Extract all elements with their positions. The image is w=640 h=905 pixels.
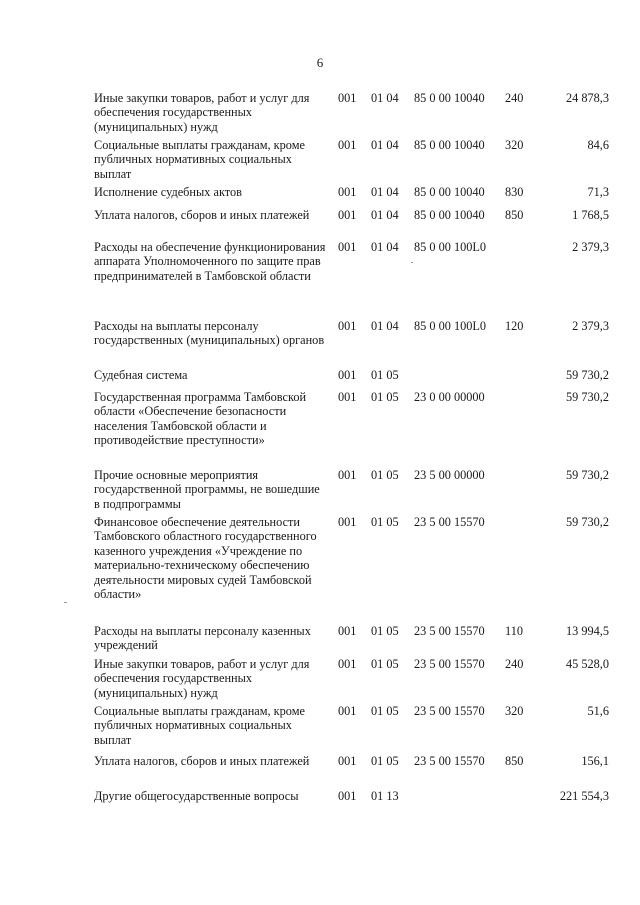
row-name: Финансовое обеспечение деятельности Тамбовского областного государственного казенного учреждения «Учреждение по материально-техническому обеспечению деятельности мировых судей Тамбовской области» bbox=[94, 515, 317, 602]
row-rz-pr: 01 05 bbox=[371, 704, 399, 718]
row-rz-pr: 01 05 bbox=[371, 368, 399, 382]
row-gr: 001 bbox=[338, 704, 357, 718]
row-rz-pr: 01 05 bbox=[371, 657, 399, 671]
row-cs: 85 0 00 10040 bbox=[414, 208, 485, 222]
row-vr: 240 bbox=[505, 91, 524, 105]
row-vr: 850 bbox=[505, 208, 524, 222]
row-sum: 59 730,2 bbox=[565, 468, 609, 482]
row-vr: 120 bbox=[505, 319, 524, 333]
row-gr: 001 bbox=[338, 91, 357, 105]
row-gr: 001 bbox=[338, 240, 357, 254]
row-vr: 320 bbox=[505, 704, 524, 718]
row-name: Расходы на обеспечение функционирования аппарата Уполномоченного по защите прав предпринимателей в Тамбовской области bbox=[94, 240, 326, 283]
row-gr: 001 bbox=[338, 138, 357, 152]
row-gr: 001 bbox=[338, 468, 357, 482]
row-cs: 85 0 00 10040 bbox=[414, 138, 485, 152]
row-gr: 001 bbox=[338, 208, 357, 222]
scan-speck bbox=[411, 262, 413, 263]
row-vr: 830 bbox=[505, 185, 524, 199]
row-sum: 71,3 bbox=[587, 185, 609, 199]
row-cs: 85 0 00 100L0 bbox=[414, 319, 487, 333]
row-name: Государственная программа Тамбовской области «Обеспечение безопасности населения Тамбовской области и противодействие преступности» bbox=[94, 390, 307, 448]
row-gr: 001 bbox=[338, 368, 357, 382]
row-name: Расходы на выплаты персоналу государственных (муниципальных) органов bbox=[94, 319, 325, 348]
row-name: Другие общегосударственные вопросы bbox=[94, 789, 299, 803]
row-rz-pr: 01 05 bbox=[371, 754, 399, 768]
row-name: Прочие основные мероприятия государственной программы, не вошедшие в подпрограммы bbox=[94, 468, 320, 511]
row-sum: 51,6 bbox=[587, 704, 609, 718]
row-rz-pr: 01 04 bbox=[371, 138, 399, 152]
row-rz-pr: 01 04 bbox=[371, 240, 399, 254]
row-cs: 23 5 00 15570 bbox=[414, 657, 485, 671]
row-gr: 001 bbox=[338, 515, 357, 529]
row-cs: 23 5 00 15570 bbox=[414, 754, 485, 768]
row-vr: 110 bbox=[505, 624, 523, 638]
row-rz-pr: 01 05 bbox=[371, 515, 399, 529]
row-name: Уплата налогов, сборов и иных платежей bbox=[94, 754, 310, 768]
row-rz-pr: 01 04 bbox=[371, 185, 399, 199]
row-rz-pr: 01 13 bbox=[371, 789, 399, 803]
row-name: Расходы на выплаты персоналу казенных учреждений bbox=[94, 624, 311, 653]
row-sum: 45 528,0 bbox=[565, 657, 609, 671]
row-cs: 23 5 00 15570 bbox=[414, 704, 485, 718]
row-rz-pr: 01 04 bbox=[371, 208, 399, 222]
row-rz-pr: 01 05 bbox=[371, 468, 399, 482]
row-cs: 85 0 00 10040 bbox=[414, 185, 485, 199]
row-sum: 156,1 bbox=[581, 754, 609, 768]
row-name: Социальные выплаты гражданам, кроме публичных нормативных социальных выплат bbox=[94, 704, 305, 747]
row-gr: 001 bbox=[338, 390, 357, 404]
row-cs: 23 5 00 15570 bbox=[414, 515, 485, 529]
row-cs: 85 0 00 100L0 bbox=[414, 240, 487, 254]
row-name: Иные закупки товаров, работ и услуг для обеспечения государственных (муниципальных) нужд bbox=[94, 91, 310, 134]
row-cs: 85 0 00 10040 bbox=[414, 91, 485, 105]
row-rz-pr: 01 05 bbox=[371, 390, 399, 404]
row-sum: 59 730,2 bbox=[565, 515, 609, 529]
row-vr: 240 bbox=[505, 657, 524, 671]
row-gr: 001 bbox=[338, 185, 357, 199]
row-rz-pr: 01 04 bbox=[371, 91, 399, 105]
row-gr: 001 bbox=[338, 754, 357, 768]
row-vr: 850 bbox=[505, 754, 524, 768]
row-name: Иные закупки товаров, работ и услуг для обеспечения государственных (муниципальных) нужд bbox=[94, 657, 310, 700]
row-gr: 001 bbox=[338, 657, 357, 671]
row-gr: 001 bbox=[338, 624, 357, 638]
row-sum: 2 379,3 bbox=[572, 319, 609, 333]
row-vr: 320 bbox=[505, 138, 524, 152]
row-name: Социальные выплаты гражданам, кроме публичных нормативных социальных выплат bbox=[94, 138, 305, 181]
row-sum: 84,6 bbox=[587, 138, 609, 152]
row-sum: 24 878,3 bbox=[565, 91, 609, 105]
row-cs: 23 5 00 15570 bbox=[414, 624, 485, 638]
row-sum: 59 730,2 bbox=[565, 368, 609, 382]
row-name: Исполнение судебных актов bbox=[94, 185, 242, 199]
row-rz-pr: 01 05 bbox=[371, 624, 399, 638]
row-sum: 13 994,5 bbox=[565, 624, 609, 638]
scan-speck bbox=[64, 602, 67, 603]
row-cs: 23 0 00 00000 bbox=[414, 390, 485, 404]
page-number: 6 bbox=[316, 55, 324, 70]
row-name: Уплата налогов, сборов и иных платежей bbox=[94, 208, 310, 222]
row-sum: 1 768,5 bbox=[572, 208, 609, 222]
row-rz-pr: 01 04 bbox=[371, 319, 399, 333]
row-sum: 2 379,3 bbox=[572, 240, 609, 254]
row-name: Судебная система bbox=[94, 368, 188, 382]
row-sum: 59 730,2 bbox=[565, 390, 609, 404]
row-sum: 221 554,3 bbox=[559, 789, 609, 803]
row-cs: 23 5 00 00000 bbox=[414, 468, 485, 482]
row-gr: 001 bbox=[338, 319, 357, 333]
row-gr: 001 bbox=[338, 789, 357, 803]
